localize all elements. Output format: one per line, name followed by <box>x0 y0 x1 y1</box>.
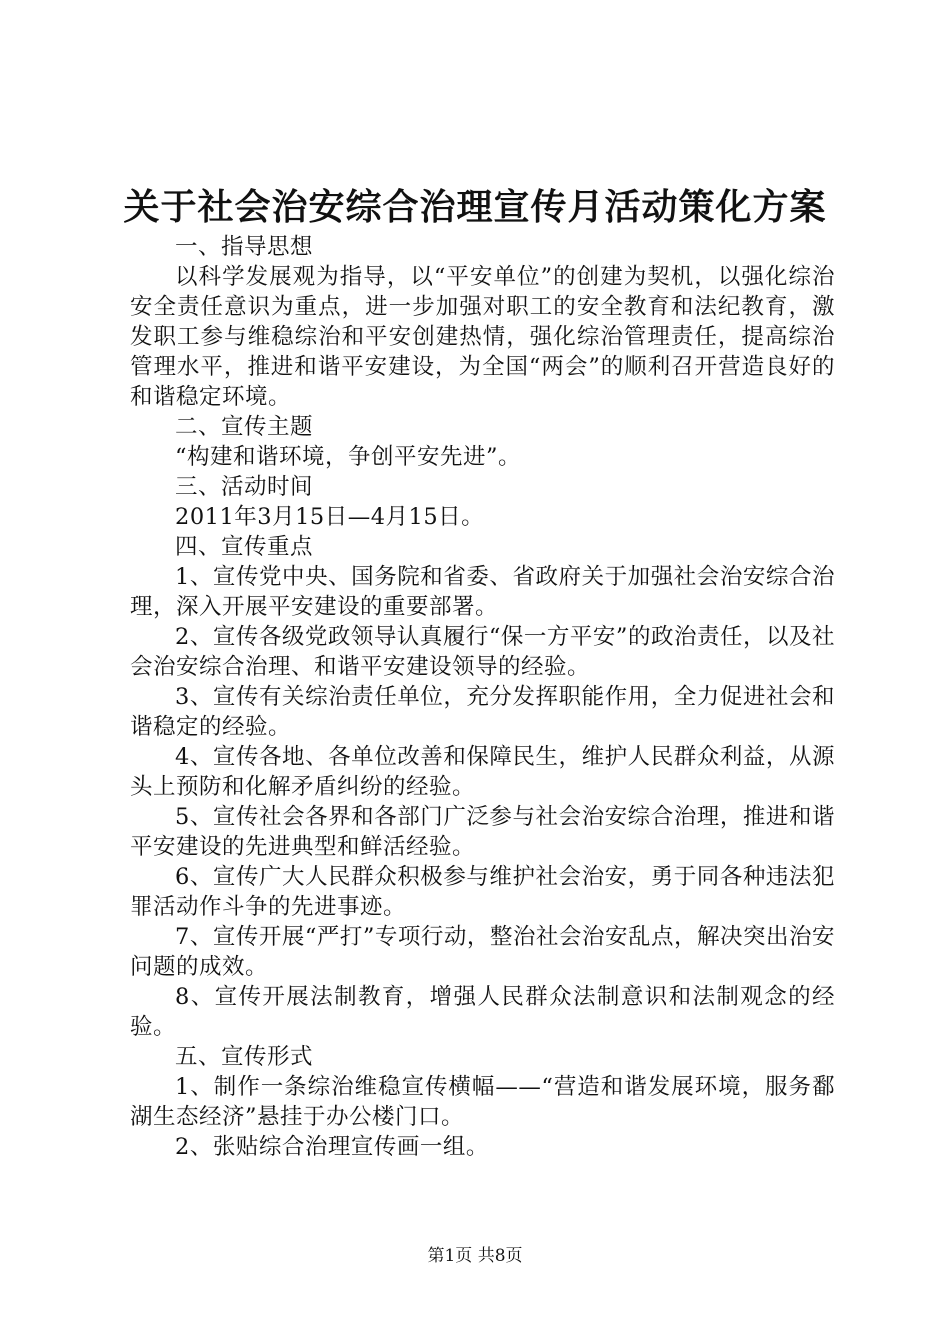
list-item-focus-8: 8、宣传开展法制教育，增强人民群众法制意识和法制观念的经验。 <box>130 984 835 1040</box>
list-item-focus-6: 6、宣传广大人民群众积极参与维护社会治安，勇于同各种违法犯罪活动作斗争的先进事迹。 <box>130 864 835 920</box>
list-item-focus-3: 3、宣传有关综治责任单位，充分发挥职能作用，全力促进社会和谐稳定的经验。 <box>130 684 835 740</box>
list-item-focus-5: 5、宣传社会各界和各部门广泛参与社会治安综合治理，推进和谐平安建设的先进典型和鲜活经验。 <box>130 804 835 860</box>
section-heading-focus: 四、宣传重点 <box>175 534 314 560</box>
list-item-focus-7: 7、宣传开展“严打”专项行动，整治社会治安乱点，解决突出治安问题的成效。 <box>130 924 835 980</box>
list-item-focus-4: 4、宣传各地、各单位改善和保障民生，维护人民群众利益，从源头上预防和化解矛盾纠纷的经验。 <box>130 744 835 800</box>
document-body <box>130 232 835 1162</box>
page-number-footer: 第1页 共8页 <box>427 1246 523 1266</box>
section-heading-guiding-ideology: 一、指导思想 <box>175 234 314 260</box>
paragraph-theme: “构建和谐环境，争创平安先进”。 <box>175 444 522 470</box>
list-item-focus-2: 2、宣传各级党政领导认真履行“保一方平安”的政治责任，以及社会治安综合治理、和谐平安建设领导的经验。 <box>130 624 835 680</box>
list-item-form-2: 2、张贴综合治理宣传画一组。 <box>175 1134 489 1160</box>
section-heading-forms: 五、宣传形式 <box>175 1044 314 1070</box>
paragraph-time: 2011年3月15日—4月15日。 <box>175 504 485 530</box>
paragraph-guiding-ideology: 以科学发展观为指导，以“平安单位”的创建为契机，以强化综治安全责任意识为重点，进一步加强对职工的安全教育和法纪教育，激发职工参与维稳综治和平安创建热情，强化综治管理责任，提高综治管理水平，推进和谐平安建设，为全国“两会”的顺利召开营造良好的和谐稳定环境。 <box>130 264 835 410</box>
list-item-focus-1: 1、宣传党中央、国务院和省委、省政府关于加强社会治安综合治理，深入开展平安建设的重要部署。 <box>130 564 835 620</box>
section-heading-time: 三、活动时间 <box>175 474 314 500</box>
section-heading-theme: 二、宣传主题 <box>175 414 314 440</box>
document-title: 关于社会治安综合治理宣传月活动策化方案 <box>123 186 827 228</box>
list-item-form-1: 1、制作一条综治维稳宣传横幅——“营造和谐发展环境，服务鄱湖生态经济”悬挂于办公楼门口。 <box>130 1074 835 1130</box>
